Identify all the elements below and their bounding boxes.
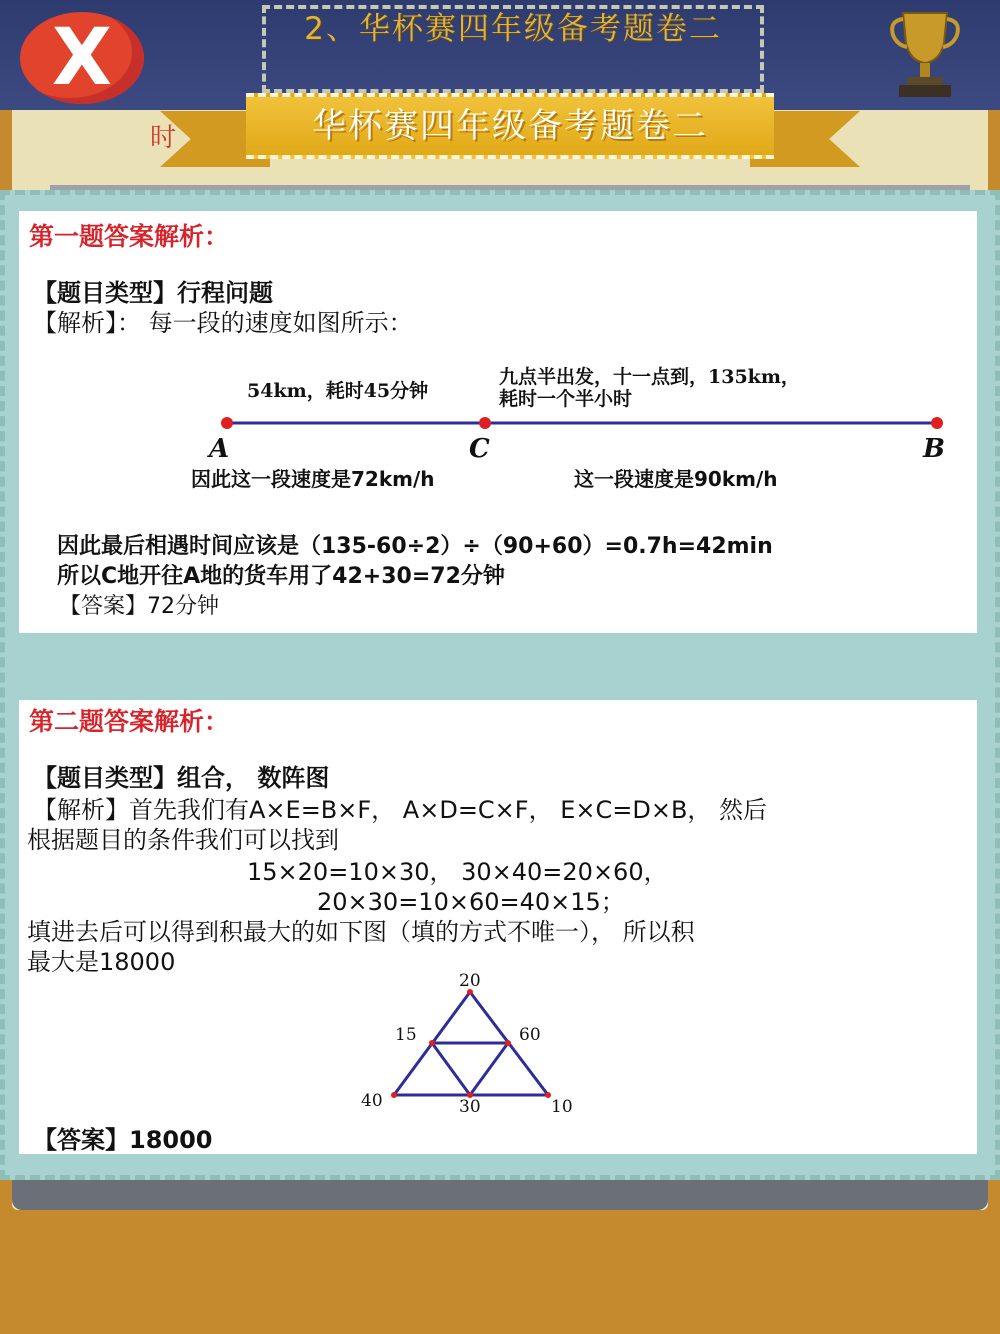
point-b-dot: [931, 417, 943, 429]
close-icon: X: [51, 13, 113, 103]
answer1-analysis: 【解析】： 每一段的速度如图所示：: [33, 309, 413, 337]
answer-card-1: [19, 211, 977, 633]
triangle-label-top: 20: [459, 971, 481, 991]
triangle-diagram: [339, 970, 619, 1120]
point-c-label: C: [469, 434, 490, 464]
vertex-mid-left: [429, 1040, 435, 1046]
route-diagram: [19, 331, 977, 491]
segment-label-left: 54km，耗时45分钟: [247, 380, 429, 402]
point-a-dot: [221, 417, 233, 429]
ribbon-title: 华杯赛四年级备考题卷二: [312, 106, 708, 146]
answer2-heading: 第二题答案解析：: [29, 707, 230, 736]
point-a-label: A: [209, 434, 230, 464]
answer-card-2: [19, 700, 977, 1154]
answer1-type: 【题目类型】行程问题: [33, 279, 273, 307]
answer1-conclusion-1: 因此最后相遇时间应该是（135-60÷2）÷（90+60）=0.7h=42min: [57, 534, 773, 559]
point-c-dot: [479, 417, 491, 429]
answer1-heading: 第一题答案解析：: [29, 222, 230, 251]
answer2-equation-1: 15×20=10×30， 30×40=20×60，: [247, 858, 668, 886]
triangle-label-bottom-mid: 30: [459, 1097, 481, 1117]
ribbon-banner: [246, 93, 774, 159]
header-title: 2、华杯赛四年级备考题卷二: [304, 11, 722, 47]
speed-left: 因此这一段速度是72km/h: [191, 467, 435, 491]
segment-label-right-1: 九点半出发，十一点到，135km，: [499, 366, 800, 388]
point-b-label: B: [923, 434, 945, 464]
answer1-result: 【答案】72分钟: [59, 594, 219, 619]
background-partial-text: 时: [150, 123, 177, 153]
answer1-conclusion-2: 所以C地开往A地的货车用了42+30=72分钟: [57, 564, 505, 589]
trophy-icon: [885, 5, 965, 100]
vertex-bottom-left: [391, 1092, 397, 1098]
answer2-analysis-1: 【解析】首先我们有A×E=B×F， A×D=C×F， E×C=D×B， 然后: [33, 796, 768, 824]
answer2-result-1: 填进去后可以得到积最大的如下图（填的方式不唯一）， 所以积: [27, 918, 695, 946]
segment-label-right-2: 耗时一个半小时: [499, 388, 633, 410]
close-button[interactable]: [20, 12, 144, 104]
triangle-inner: [432, 1043, 508, 1095]
bottom-strip: [12, 1180, 988, 1210]
answer2-analysis-2: 根据题目的条件我们可以找到: [27, 826, 339, 854]
title-ribbon: [160, 93, 860, 173]
answer2-type: 【题目类型】组合， 数阵图: [33, 764, 330, 792]
triangle-label-bottom-right: 10: [551, 1097, 573, 1117]
answer2-result-2: 最大是18000: [27, 948, 176, 976]
triangle-label-bottom-left: 40: [361, 1091, 383, 1111]
vertex-mid-right: [505, 1040, 511, 1046]
answer2-result: 【答案】18000: [33, 1126, 213, 1154]
answer-overlay[interactable]: [0, 190, 1000, 1180]
triangle-label-mid-left: 15: [395, 1025, 417, 1045]
speed-right: 这一段速度是90km/h: [574, 467, 778, 491]
triangle-label-mid-right: 60: [519, 1025, 541, 1045]
header-title-box: [262, 5, 764, 93]
answer2-equation-2: 20×30=10×60=40×15；: [317, 888, 625, 916]
